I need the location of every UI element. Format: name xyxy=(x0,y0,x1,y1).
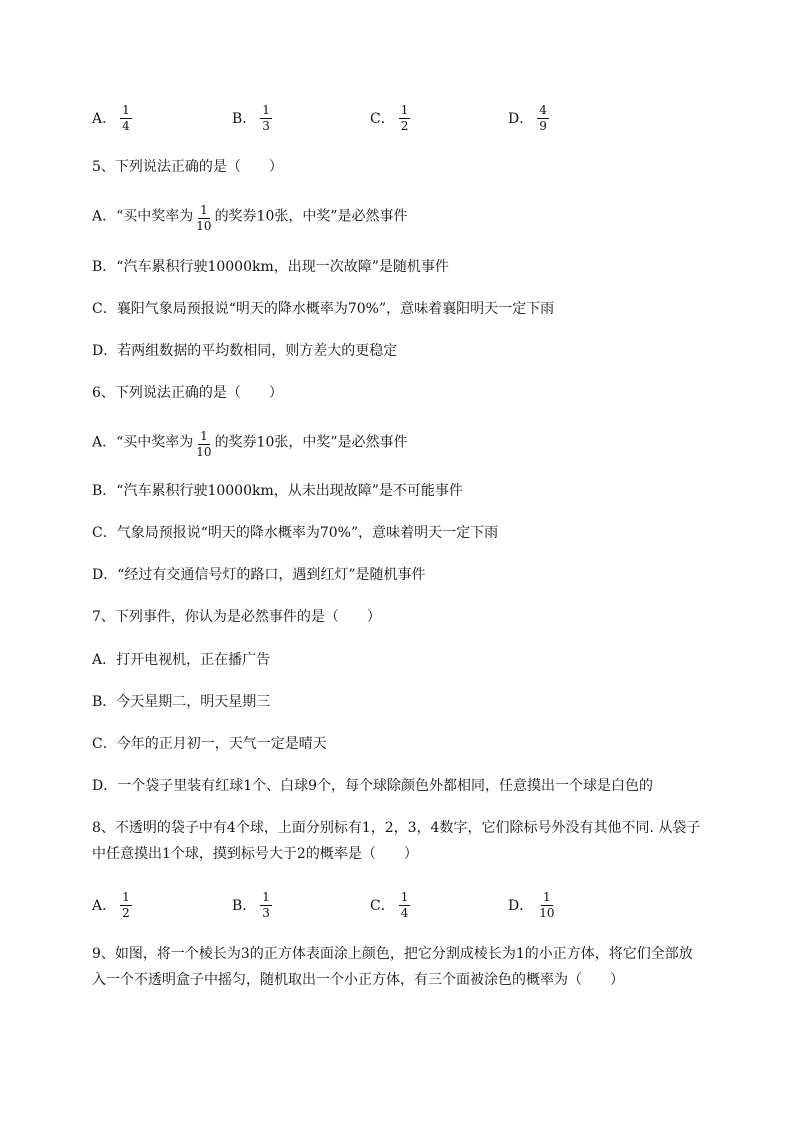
q6-option-b: B．“汽车累积行驶10000km，从未出现故障”是不可能事件 xyxy=(92,483,463,499)
q8-stem-line1: 8、不透明的袋子中有4个球，上面分别标有1，2，3，4数字，它们除标号外没有其他不同. 从袋子 xyxy=(92,820,701,836)
q7-option-b: B．今天星期二，明天星期三 xyxy=(92,694,271,710)
option-label: B． xyxy=(232,111,257,127)
q9-stem-line1: 9、如图，将一个棱长为3的正方体表面涂上颜色，把它分割成棱长为1的小正方体，将它们全部放 xyxy=(92,946,693,962)
q9-stem-line2: 入一个不透明盒子中摇匀，随机取出一个小正方体，有三个面被涂色的概率为（ ） xyxy=(92,972,624,988)
q4-option-a xyxy=(92,98,132,138)
fraction: $\frac{1}{3}$ xyxy=(262,889,270,920)
fraction: $\frac{1}{4}$ xyxy=(400,889,409,920)
fraction: $\frac{1}{4}$ xyxy=(122,102,130,133)
q5-option-d: D．若两组数据的平均数相同，则方差大的更稳定 xyxy=(92,343,398,359)
option-label: B． xyxy=(232,898,257,914)
q6-stem: 6、下列说法正确的是（ ） xyxy=(92,385,283,401)
option-label: A． xyxy=(92,111,117,127)
q6-option-a: A．“买中奖率为 $\frac{1}{10}$ 的奖券10张，中奖”是必然事件 xyxy=(92,429,408,459)
option-label: C． xyxy=(370,111,395,127)
q8-options xyxy=(92,885,732,925)
q7-stem: 7、下列事件，你认为是必然事件的是（ ） xyxy=(92,609,381,625)
fraction: $\frac{1}{2}$ xyxy=(400,102,409,133)
q5-option-b: B．“汽车累积行驶10000km，出现一次故障”是随机事件 xyxy=(92,259,449,275)
q6-option-d: D．“经过有交通信号灯的路口，遇到红灯”是随机事件 xyxy=(92,567,426,583)
q7-option-c: C．今年的正月初一，天气一定是晴天 xyxy=(92,736,327,752)
q7-option-d: D．一个袋子里装有红球1个、白球9个，每个球除颜色外都相同，任意摸出一个球是白色的 xyxy=(92,778,654,794)
q4-option-b xyxy=(232,98,272,138)
fraction: $\frac{1}{3}$ xyxy=(262,102,270,133)
q8-option-b xyxy=(232,885,272,925)
q4-option-c xyxy=(370,98,410,138)
q8-option-c xyxy=(370,885,410,925)
q8-option-a xyxy=(92,885,132,925)
q5-stem: 5、下列说法正确的是（ ） xyxy=(92,159,283,175)
option-label: C． xyxy=(370,898,395,914)
fraction: $\frac{1}{10}$ xyxy=(196,429,212,459)
q4-options xyxy=(92,98,732,138)
fraction: $\frac{1}{10}$ xyxy=(196,203,212,233)
q4-option-d xyxy=(508,98,549,138)
q8-option-d xyxy=(508,885,557,925)
q7-option-a: A．打开电视机，正在播广告 xyxy=(92,652,271,668)
option-label: A． xyxy=(92,898,117,914)
fraction: $\frac{1}{10}$ xyxy=(539,889,555,920)
q6-option-c: C．气象局预报说“明天的降水概率为70%”，意味着明天一定下雨 xyxy=(92,525,499,541)
q5-option-c: C．襄阳气象局预报说“明天的降水概率为70%”，意味着襄阳明天一定下雨 xyxy=(92,301,555,317)
q5-option-a: A．“买中奖率为 $\frac{1}{10}$ 的奖券10张，中奖”是必然事件 xyxy=(92,203,408,233)
q8-stem-line2: 中任意摸出1个球，摸到标号大于2的概率是（ ） xyxy=(92,846,418,862)
option-label: D． xyxy=(508,111,534,127)
option-label: D． xyxy=(508,898,534,914)
fraction: $\frac{4}{9}$ xyxy=(539,102,547,133)
fraction: $\frac{1}{2}$ xyxy=(122,889,130,920)
